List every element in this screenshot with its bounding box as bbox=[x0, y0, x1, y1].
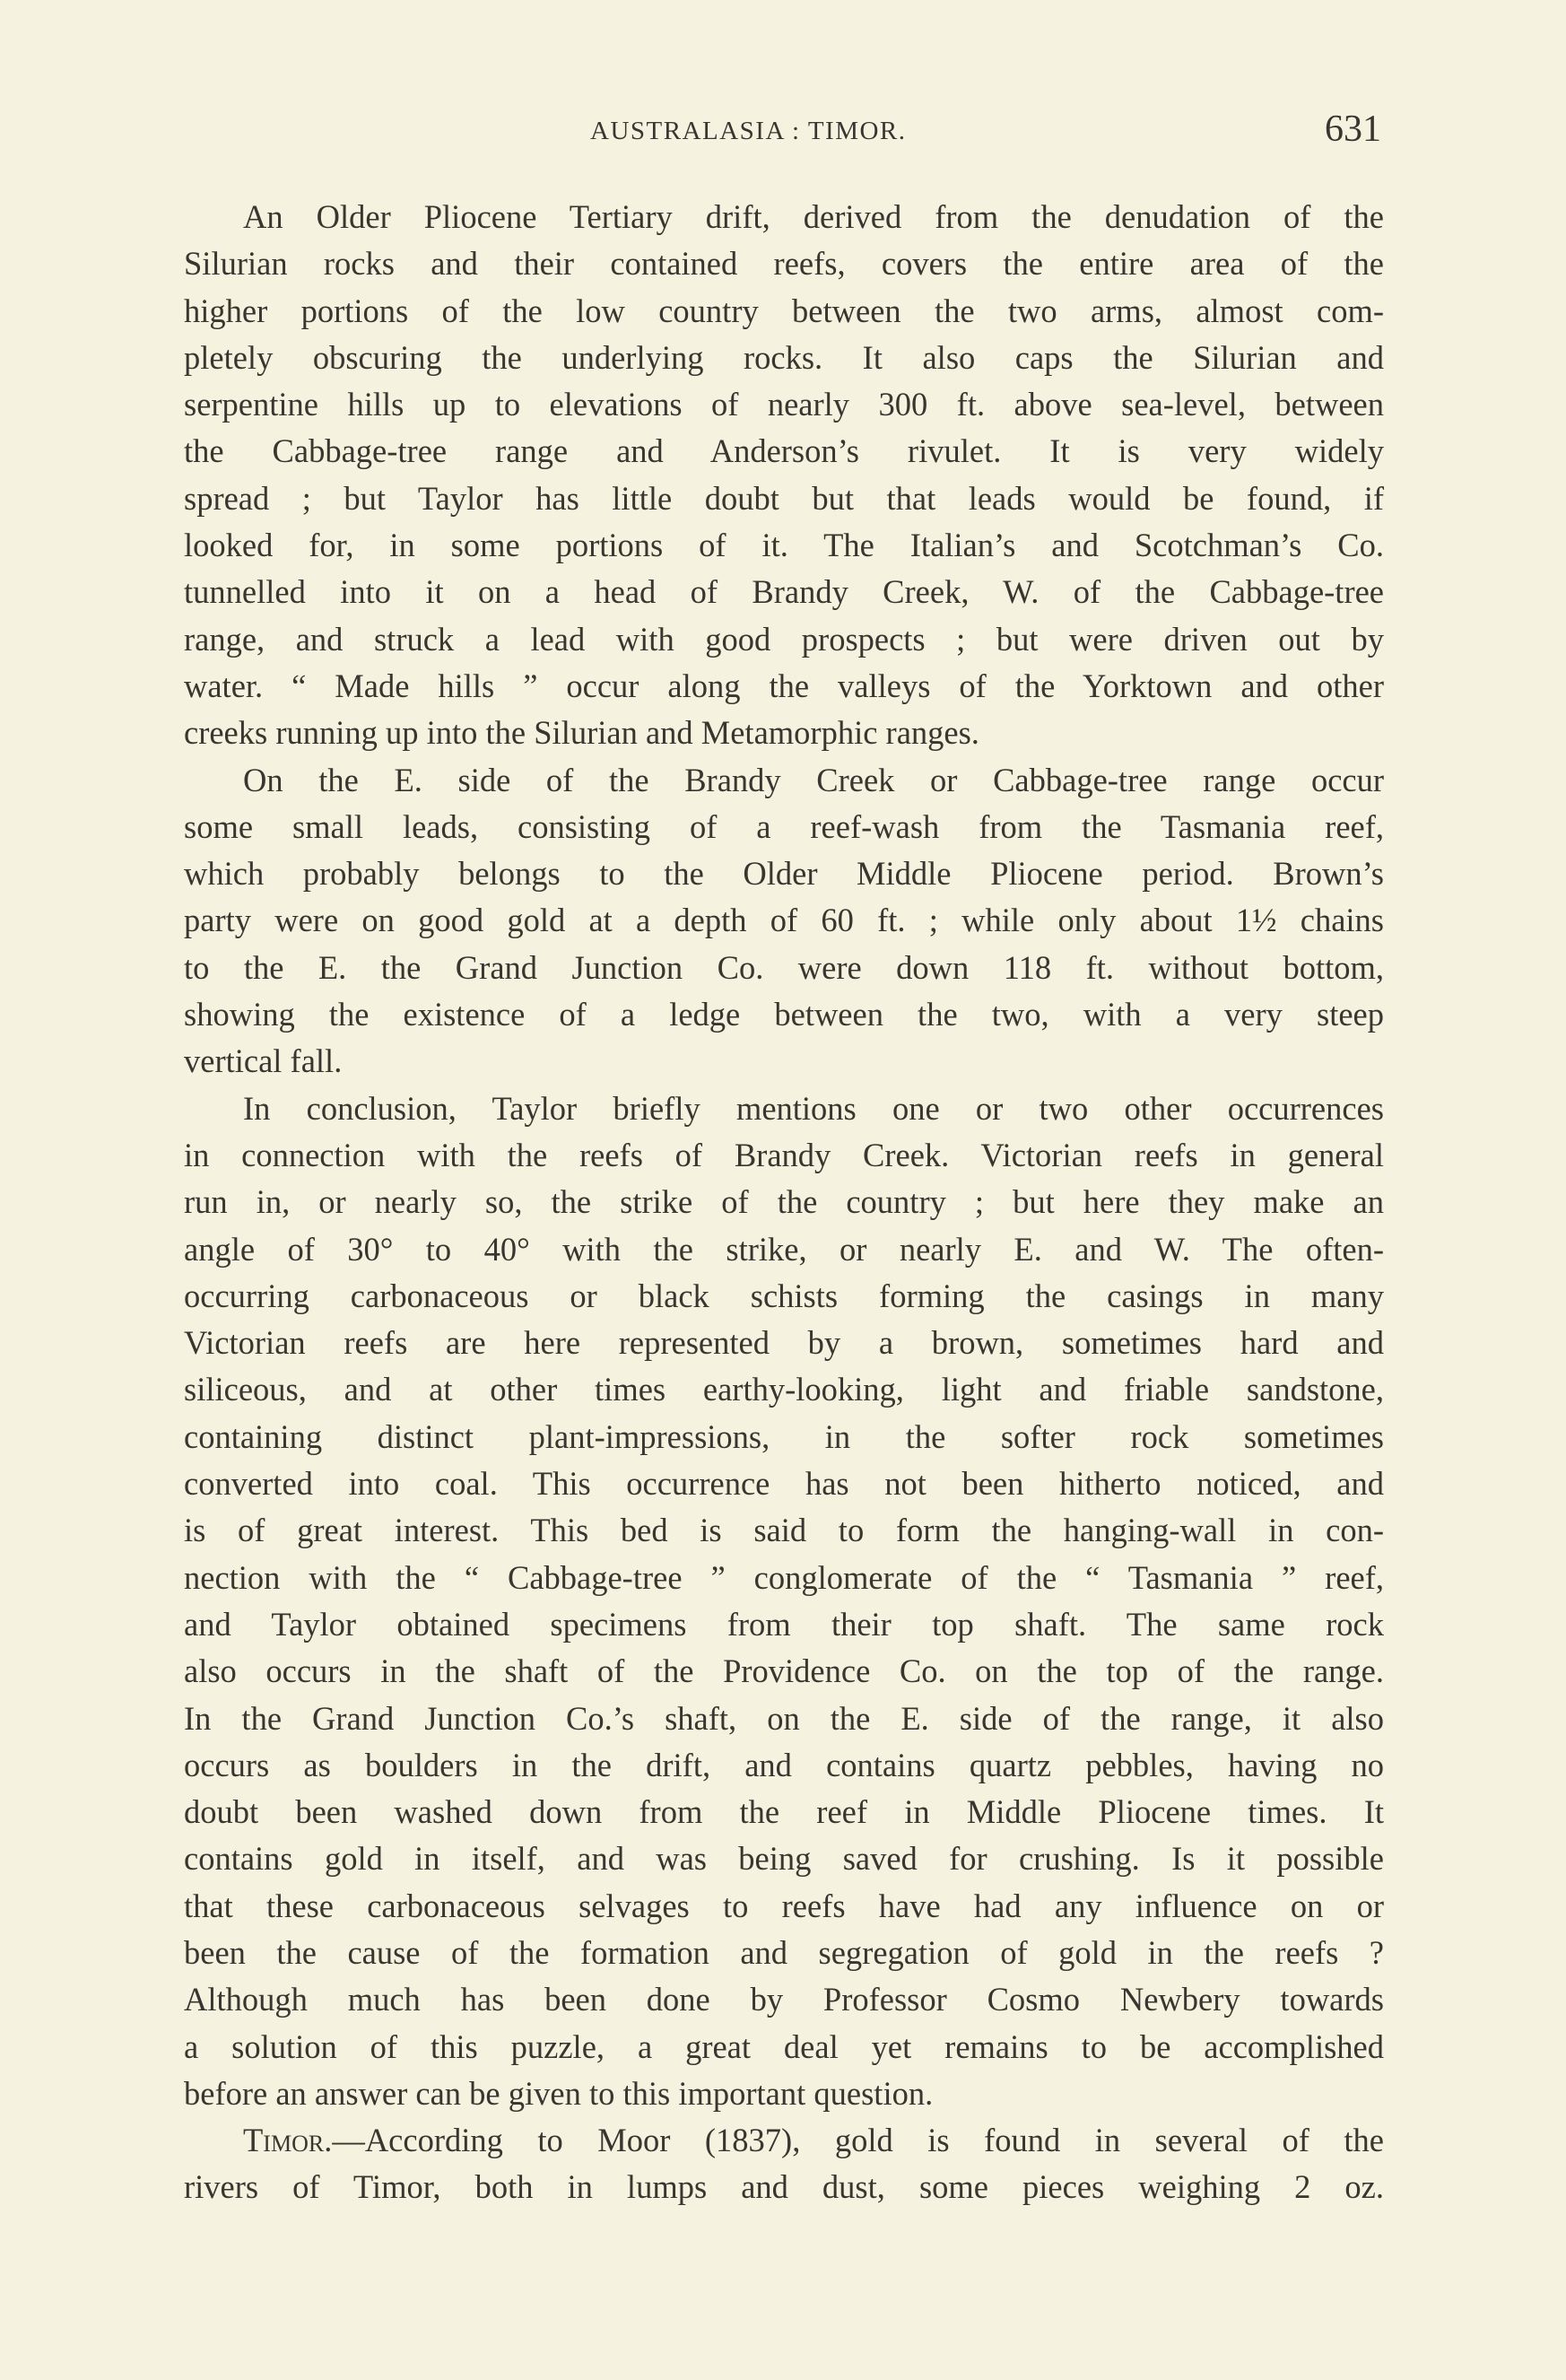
text-line-content: spread ; but Taylor has little doubt but that leads would be found, if bbox=[184, 479, 1384, 517]
text-line-content: creeks running up into the Silurian and Metamorphic ranges. bbox=[184, 714, 979, 752]
text-line bbox=[184, 1226, 1384, 1273]
text-line bbox=[184, 2024, 1384, 2071]
text-line-content: which probably belongs to the Older Middle Pliocene period. Brown’s bbox=[184, 855, 1384, 893]
text-line bbox=[184, 2071, 1384, 2117]
text-line bbox=[184, 240, 1384, 287]
text-line-content: looked for, in some portions of it. The Italian’s and Scotchman’s Co. bbox=[184, 527, 1384, 564]
text-line-content: also occurs in the shaft of the Providence Co. on the top of the range. bbox=[184, 1652, 1384, 1690]
text-line-content: vertical fall. bbox=[184, 1042, 343, 1080]
text-line-content: range, and struck a lead with good prospects ; but were driven out by bbox=[184, 620, 1384, 658]
text-line-content: An Older Pliocene Tertiary drift, derived from the denudation of the bbox=[243, 198, 1384, 235]
text-line-content: to the E. the Grand Junction Co. were down 118 ft. without bottom, bbox=[184, 948, 1384, 986]
paragraph bbox=[184, 1085, 1384, 2118]
text-line bbox=[184, 1883, 1384, 1930]
text-line bbox=[184, 1930, 1384, 1976]
text-line bbox=[184, 1507, 1384, 1554]
running-head-title: AUSTRALASIA : TIMOR. bbox=[590, 117, 907, 145]
text-line-content: pletely obscuring the underlying rocks. It also caps the Silurian and bbox=[184, 338, 1384, 376]
text-line-content: Timor.—According to Moor (1837), gold is found in several of the bbox=[243, 2122, 1384, 2159]
page-number: 631 bbox=[1325, 109, 1381, 150]
text-line-content: siliceous, and at other times earthy-looking, light and friable sandstone, bbox=[184, 1371, 1384, 1408]
text-line bbox=[184, 663, 1384, 710]
text-line-content: On the E. side of the Brandy Creek or Cabbage-tree range occur bbox=[243, 761, 1384, 798]
text-line bbox=[184, 616, 1384, 663]
text-line-content: and Taylor obtained specimens from their top shaft. The same rock bbox=[184, 1605, 1384, 1643]
text-line-content: occurring carbonaceous or black schists forming the casings in many bbox=[184, 1277, 1384, 1314]
paragraph bbox=[184, 757, 1384, 1085]
text-line-content: Although much has been done by Professor Cosmo Newbery towards bbox=[184, 1981, 1384, 2018]
text-line bbox=[184, 945, 1384, 991]
text-line-content: the Cabbage-tree range and Anderson’s rivulet. It is very widely bbox=[184, 432, 1384, 470]
text-line-content: occurs as boulders in the drift, and contains quartz pebbles, having no bbox=[184, 1746, 1384, 1783]
text-line-content: tunnelled into it on a head of Brandy Creek, W. of the Cabbage-tree bbox=[184, 573, 1384, 611]
text-line bbox=[184, 710, 1384, 756]
text-line bbox=[184, 1414, 1384, 1460]
text-line-content: party were on good gold at a depth of 60 ft. ; while only about 1½ chains bbox=[184, 902, 1384, 939]
text-line-content: angle of 30° to 40° with the strike, or nearly E. and W. The often- bbox=[184, 1230, 1384, 1268]
text-line bbox=[184, 1038, 1384, 1085]
body-text bbox=[184, 194, 1384, 2211]
text-line-content: showing the existence of a ledge between the two, with a very steep bbox=[184, 996, 1384, 1033]
text-line bbox=[184, 522, 1384, 569]
text-line bbox=[184, 1835, 1384, 1882]
text-line-content: water. “ Made hills ” occur along the valleys of the Yorktown and other bbox=[184, 667, 1384, 704]
text-line bbox=[184, 1366, 1384, 1413]
text-line-content: before an answer can be given to this important question. bbox=[184, 2074, 934, 2112]
paragraph bbox=[184, 2117, 1384, 2211]
text-line bbox=[184, 1179, 1384, 1225]
text-line-content: doubt been washed down from the reef in Middle Pliocene times. It bbox=[184, 1793, 1384, 1831]
text-line bbox=[184, 1789, 1384, 1835]
text-line-content: In the Grand Junction Co.’s shaft, on the E. side of the range, it also bbox=[184, 1699, 1384, 1737]
text-line bbox=[184, 335, 1384, 381]
text-line bbox=[184, 2164, 1384, 2210]
text-line-content: a solution of this puzzle, a great deal yet remains to be accomplished bbox=[184, 2027, 1384, 2065]
text-line-content: containing distinct plant-impressions, in the softer rock sometimes bbox=[184, 1417, 1384, 1455]
text-line-content: nection with the “ Cabbage-tree ” conglomerate of the “ Tasmania ” reef, bbox=[184, 1558, 1384, 1596]
text-line bbox=[184, 991, 1384, 1038]
text-line-content: rivers of Timor, both in lumps and dust, some pieces weighing 2 oz. bbox=[184, 2168, 1384, 2206]
text-line-content: run in, or nearly so, the strike of the country ; but here they make an bbox=[184, 1183, 1384, 1221]
text-line-content: been the cause of the formation and segregation of gold in the reefs ? bbox=[184, 1933, 1384, 1971]
text-line bbox=[184, 1976, 1384, 2023]
text-line bbox=[184, 475, 1384, 522]
text-line bbox=[184, 1320, 1384, 1366]
text-line-content: converted into coal. This occurrence has not been hitherto noticed, and bbox=[184, 1465, 1384, 1503]
running-head bbox=[0, 111, 1566, 156]
text-line bbox=[184, 1555, 1384, 1601]
paragraph bbox=[184, 194, 1384, 757]
text-line bbox=[184, 897, 1384, 944]
text-line bbox=[184, 381, 1384, 428]
text-line-content: that these carbonaceous selvages to reefs have had any influence on or bbox=[184, 1887, 1384, 1924]
text-line bbox=[184, 569, 1384, 615]
section-lead: Timor. bbox=[243, 2122, 333, 2159]
text-line bbox=[184, 194, 1384, 240]
text-line-content: contains gold in itself, and was being saved for crushing. Is it possible bbox=[184, 1840, 1384, 1878]
text-line bbox=[184, 850, 1384, 897]
text-line bbox=[184, 288, 1384, 335]
text-line-content: In conclusion, Taylor briefly mentions one or two other occurrences bbox=[243, 1089, 1384, 1127]
text-line-content: Silurian rocks and their contained reefs, covers the entire area of the bbox=[184, 245, 1384, 283]
text-line bbox=[184, 757, 1384, 804]
text-line-content: higher portions of the low country between the two arms, almost com- bbox=[184, 292, 1384, 329]
text-line bbox=[184, 428, 1384, 475]
text-line bbox=[184, 1460, 1384, 1507]
text-line-content: some small leads, consisting of a reef-wash from the Tasmania reef, bbox=[184, 807, 1384, 845]
text-line bbox=[184, 1742, 1384, 1789]
text-line bbox=[184, 1696, 1384, 1742]
text-line-content: in connection with the reefs of Brandy Creek. Victorian reefs in general bbox=[184, 1136, 1384, 1173]
text-line bbox=[184, 804, 1384, 850]
text-line-content: is of great interest. This bed is said to form the hanging-wall in con- bbox=[184, 1512, 1384, 1549]
text-line-content: serpentine hills up to elevations of nearly 300 ft. above sea-level, between bbox=[184, 386, 1384, 423]
text-line bbox=[184, 1648, 1384, 1695]
text-line bbox=[184, 1273, 1384, 1320]
text-line bbox=[184, 1132, 1384, 1179]
text-line-content: Victorian reefs are here represented by a brown, sometimes hard and bbox=[184, 1324, 1384, 1362]
text-line bbox=[184, 1601, 1384, 1648]
text-line bbox=[184, 1085, 1384, 1132]
text-line bbox=[184, 2117, 1384, 2164]
